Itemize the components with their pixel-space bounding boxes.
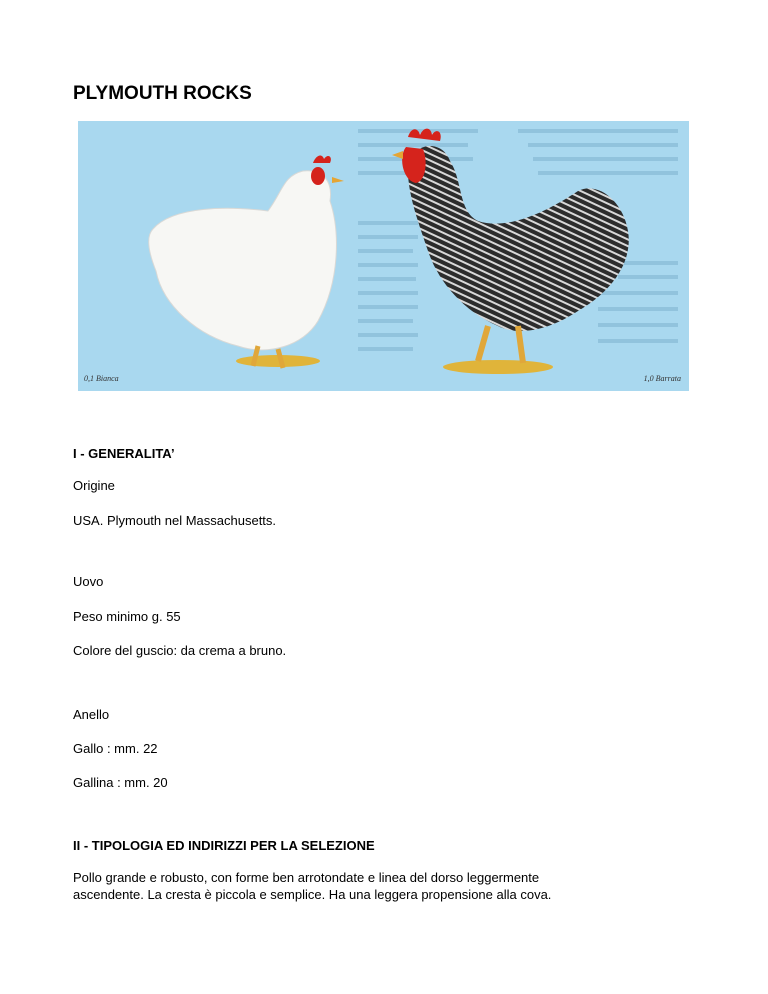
- origin-label: Origine: [73, 478, 115, 493]
- egg-weight: Peso minimo g. 55: [73, 609, 181, 624]
- photo-caption-right: 1,0 Barrata: [643, 374, 681, 383]
- section-heading-generalita: I - GENERALITA’: [73, 446, 175, 461]
- egg-label: Uovo: [73, 574, 104, 589]
- page-title: PLYMOUTH ROCKS: [73, 83, 252, 104]
- ring-label: Anello: [73, 707, 110, 722]
- barred-rooster-figure: [392, 129, 629, 374]
- ring-rooster: Gallo : mm. 22: [73, 741, 158, 756]
- section-heading-tipologia: II - TIPOLOGIA ED INDIRIZZI PER LA SELEZIONE: [73, 838, 375, 853]
- origin-text: USA. Plymouth nel Massachusetts.: [73, 513, 277, 528]
- tipologia-text-line2: ascendente. La cresta è piccola e semplice. Ha una leggera propensione alla cova.: [73, 887, 552, 902]
- breed-photo: [78, 121, 689, 391]
- egg-shell-color: Colore del guscio: da crema a bruno.: [73, 643, 287, 658]
- photo-caption-left: 0,1 Bianca: [84, 374, 119, 383]
- chickens-illustration: [78, 121, 689, 391]
- ring-hen: Gallina : mm. 20: [73, 775, 168, 790]
- white-hen-figure: [149, 156, 344, 368]
- tipologia-text-line1: Pollo grande e robusto, con forme ben arrotondate e linea del dorso leggermente: [73, 870, 540, 885]
